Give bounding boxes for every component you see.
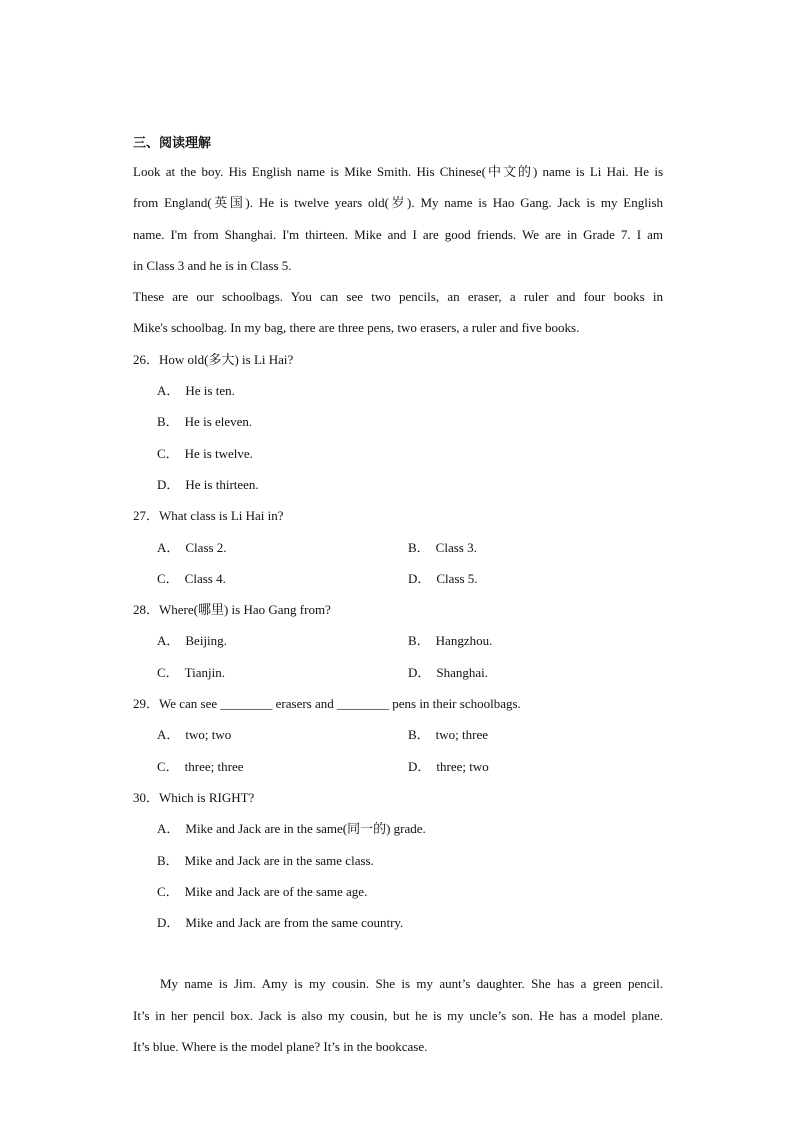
option-a[interactable] (157, 532, 408, 563)
passage-line: It’s in her pencil box. Jack is also my cousin, but he is my uncle’s son. He has a model plane. (133, 1007, 663, 1023)
question-30 (133, 782, 663, 938)
option-letter: B． (157, 852, 179, 868)
question-28 (133, 594, 663, 688)
option-row (133, 625, 663, 656)
option-letter: B． (157, 414, 179, 430)
option-text: Beijing. (185, 633, 227, 649)
option-a[interactable] (157, 625, 408, 656)
question-stem: 26．How old(多大) is Li Hai? (133, 351, 294, 367)
option-letter: B． (408, 539, 430, 555)
question-26 (133, 344, 663, 500)
option-b[interactable] (408, 625, 659, 656)
question-stem: 28．Where(哪里) is Hao Gang from? (133, 602, 331, 618)
option-text: Tianjin. (184, 664, 226, 680)
option-c[interactable] (157, 563, 408, 594)
option-b[interactable] (133, 845, 663, 876)
option-d[interactable] (408, 751, 659, 782)
option-text: two; two (185, 727, 232, 743)
option-letter: B． (408, 727, 430, 743)
option-row (133, 657, 663, 688)
option-d[interactable] (408, 657, 659, 688)
option-text: Shanghai. (436, 664, 489, 680)
option-letter: D． (408, 758, 431, 774)
option-d[interactable] (133, 907, 663, 938)
option-d[interactable] (133, 469, 663, 500)
option-row (133, 719, 663, 750)
option-b[interactable] (133, 406, 663, 437)
passage-line: name. I'm from Shanghai. I'm thirteen. Mike and I are good friends. We are in Grade 7. I am (133, 226, 663, 242)
option-text: He is ten. (185, 383, 235, 399)
option-letter: C． (157, 758, 179, 774)
option-text: He is twelve. (184, 445, 253, 461)
option-letter: D． (157, 476, 180, 492)
option-row (133, 751, 663, 782)
option-letter: A． (157, 383, 180, 399)
option-text: Mike and Jack are of the same age. (184, 883, 368, 899)
option-text: two; three (435, 727, 489, 743)
passage-line: from England(英国). He is twelve years old(岁). My name is Hao Gang. Jack is my English (133, 195, 663, 211)
question-29 (133, 688, 663, 782)
option-row (133, 563, 663, 594)
passage-line: Mike's schoolbag. In my bag, there are three pens, two erasers, a ruler and five books. (133, 320, 580, 336)
option-letter: D． (408, 570, 431, 586)
option-c[interactable] (157, 751, 408, 782)
option-text: Class 5. (436, 570, 478, 586)
option-text: three; two (436, 758, 489, 774)
question-stem: 29．We can see ________ erasers and ________ pens in their schoolbags. (133, 696, 521, 712)
option-text: Mike and Jack are in the same class. (184, 852, 374, 868)
passage-line: Look at the boy. His English name is Mike Smith. His Chinese(中文的) name is Li Hai. He is (133, 164, 663, 179)
option-letter: D． (408, 664, 431, 680)
option-text: He is eleven. (184, 414, 253, 430)
option-letter: C． (157, 883, 179, 899)
option-letter: C． (157, 570, 179, 586)
option-text: Class 4. (184, 570, 226, 586)
option-c[interactable] (157, 657, 408, 688)
option-a[interactable] (133, 375, 663, 406)
option-a[interactable] (133, 813, 663, 844)
option-c[interactable] (133, 438, 663, 469)
option-d[interactable] (408, 563, 659, 594)
option-text: Class 2. (185, 539, 227, 555)
passage-line: in Class 3 and he is in Class 5. (133, 257, 292, 273)
passage-1 (133, 156, 663, 344)
option-text: Hangzhou. (435, 633, 493, 649)
option-letter: A． (157, 539, 180, 555)
option-text: Class 3. (435, 539, 477, 555)
option-a[interactable] (157, 719, 408, 750)
option-text: Mike and Jack are in the same(同一的) grade. (185, 821, 426, 837)
option-letter: D． (157, 915, 180, 931)
option-letter: A． (157, 633, 180, 649)
option-letter: C． (157, 445, 179, 461)
option-b[interactable] (408, 532, 659, 563)
question-27 (133, 500, 663, 594)
section-spacer (133, 938, 663, 968)
option-letter: C． (157, 664, 179, 680)
passage-line: It’s blue. Where is the model plane? It’s in the bookcase. (133, 1039, 428, 1055)
passage-line: These are our schoolbags. You can see two pencils, an eraser, a ruler and four books in (133, 289, 663, 305)
passage-2 (133, 968, 663, 1062)
question-stem: 27．What class is Li Hai in? (133, 508, 284, 524)
option-text: He is thirteen. (185, 476, 259, 492)
worksheet-page (133, 130, 663, 1062)
question-stem: 30．Which is RIGHT? (133, 789, 255, 805)
option-row (133, 532, 663, 563)
passage-line: My name is Jim. Amy is my cousin. She is my aunt’s daughter. She has a green pencil. (160, 976, 663, 992)
option-b[interactable] (408, 719, 659, 750)
section-title: 三、阅读理解 (133, 135, 212, 150)
option-letter: A． (157, 727, 180, 743)
option-letter: B． (408, 633, 430, 649)
option-letter: A． (157, 821, 180, 837)
option-c[interactable] (133, 876, 663, 907)
option-text: three; three (184, 758, 244, 774)
option-text: Mike and Jack are from the same country. (185, 915, 404, 931)
